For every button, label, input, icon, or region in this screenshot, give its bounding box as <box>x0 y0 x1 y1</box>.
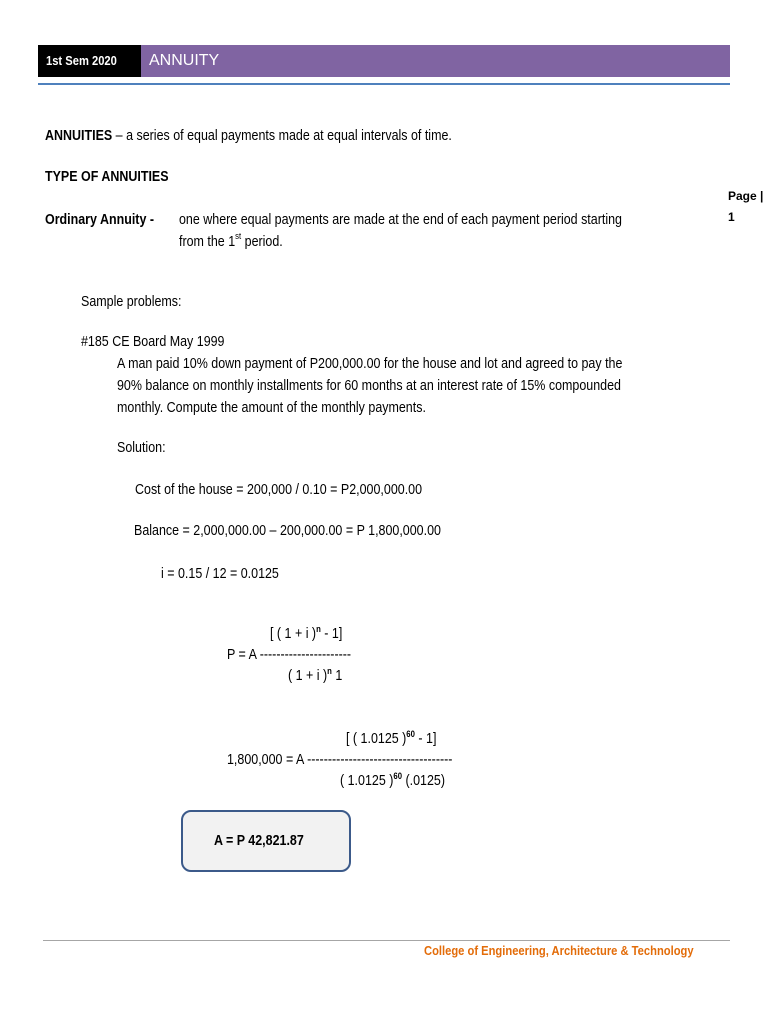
document-title: ANNUITY <box>149 52 220 69</box>
ordinary-annuity-term: Ordinary Annuity - <box>45 212 155 228</box>
formula-lhs: P = A ---------------------- <box>227 647 352 663</box>
formula2-den-exponent: 60 <box>393 771 403 782</box>
formula-numerator <box>270 626 342 642</box>
page-number: 1 <box>728 210 735 224</box>
formula2-num-base: [ ( 1.0125 ) <box>346 731 407 747</box>
problem-line-1: A man paid 10% down payment of P200,000.00 for the house and lot and agreed to pay the <box>117 356 623 372</box>
problem-line-3: monthly. Compute the amount of the monthly payments. <box>117 400 426 416</box>
formula-num-tail: - 1] <box>320 626 343 642</box>
ordinary-line2-pre: from the 1 <box>179 234 236 250</box>
sample-heading: Sample problems: <box>81 294 182 310</box>
footer-divider <box>43 940 730 941</box>
header-divider <box>38 83 730 85</box>
definition-text: – a series of equal payments made at equal intervals of time. <box>115 128 452 144</box>
semester-label <box>38 45 141 77</box>
document-title-bar <box>141 45 730 77</box>
ordinary-line2-sup: st <box>235 231 242 242</box>
formula-den-tail: 1 <box>331 668 343 684</box>
problem-line-2: 90% balance on monthly installments for 60 months at an interest rate of 15% compounded <box>117 378 621 394</box>
formula2-lhs: 1,800,000 = A ----------------------------------- <box>227 752 453 768</box>
ordinary-annuity-text-line2 <box>179 231 283 250</box>
solution-cost: Cost of the house = 200,000 / 0.10 = P2,000,000.00 <box>135 482 423 498</box>
formula-den-base: ( 1 + i ) <box>288 668 328 684</box>
formula-denominator <box>288 668 342 684</box>
page-label: Page | <box>728 189 764 203</box>
answer-text: A = P 42,821.87 <box>213 833 304 849</box>
formula2-denominator <box>340 773 445 789</box>
formula-den-exponent: n <box>327 666 332 677</box>
solution-balance: Balance = 2,000,000.00 – 200,000.00 = P 1,800,000.00 <box>134 523 441 539</box>
footer-institution: College of Engineering, Architecture & Technology <box>424 943 694 958</box>
solution-label: Solution: <box>117 440 166 456</box>
formula-num-base: [ ( 1 + i ) <box>270 626 317 642</box>
formula2-num-tail: - 1] <box>414 731 437 747</box>
solution-rate: i = 0.15 / 12 = 0.0125 <box>161 566 279 582</box>
formula-num-exponent: n <box>316 624 321 635</box>
definition-term: ANNUITIES <box>45 128 113 144</box>
answer-box <box>181 810 351 872</box>
annuities-definition <box>45 128 452 144</box>
problem-number: #185 CE Board May 1999 <box>81 334 225 350</box>
types-heading: TYPE OF ANNUITIES <box>45 169 169 185</box>
formula2-den-tail: (.0125) <box>402 773 445 789</box>
ordinary-annuity-text-line1: one where equal payments are made at the end of each payment period starting <box>179 212 622 228</box>
formula2-num-exponent: 60 <box>406 729 415 740</box>
formula2-den-base: ( 1.0125 ) <box>340 773 394 789</box>
ordinary-line2-post: period. <box>241 234 283 250</box>
formula2-numerator <box>346 731 436 747</box>
page-number-label <box>728 186 763 228</box>
semester-text: 1st Sem 2020 <box>46 53 117 68</box>
